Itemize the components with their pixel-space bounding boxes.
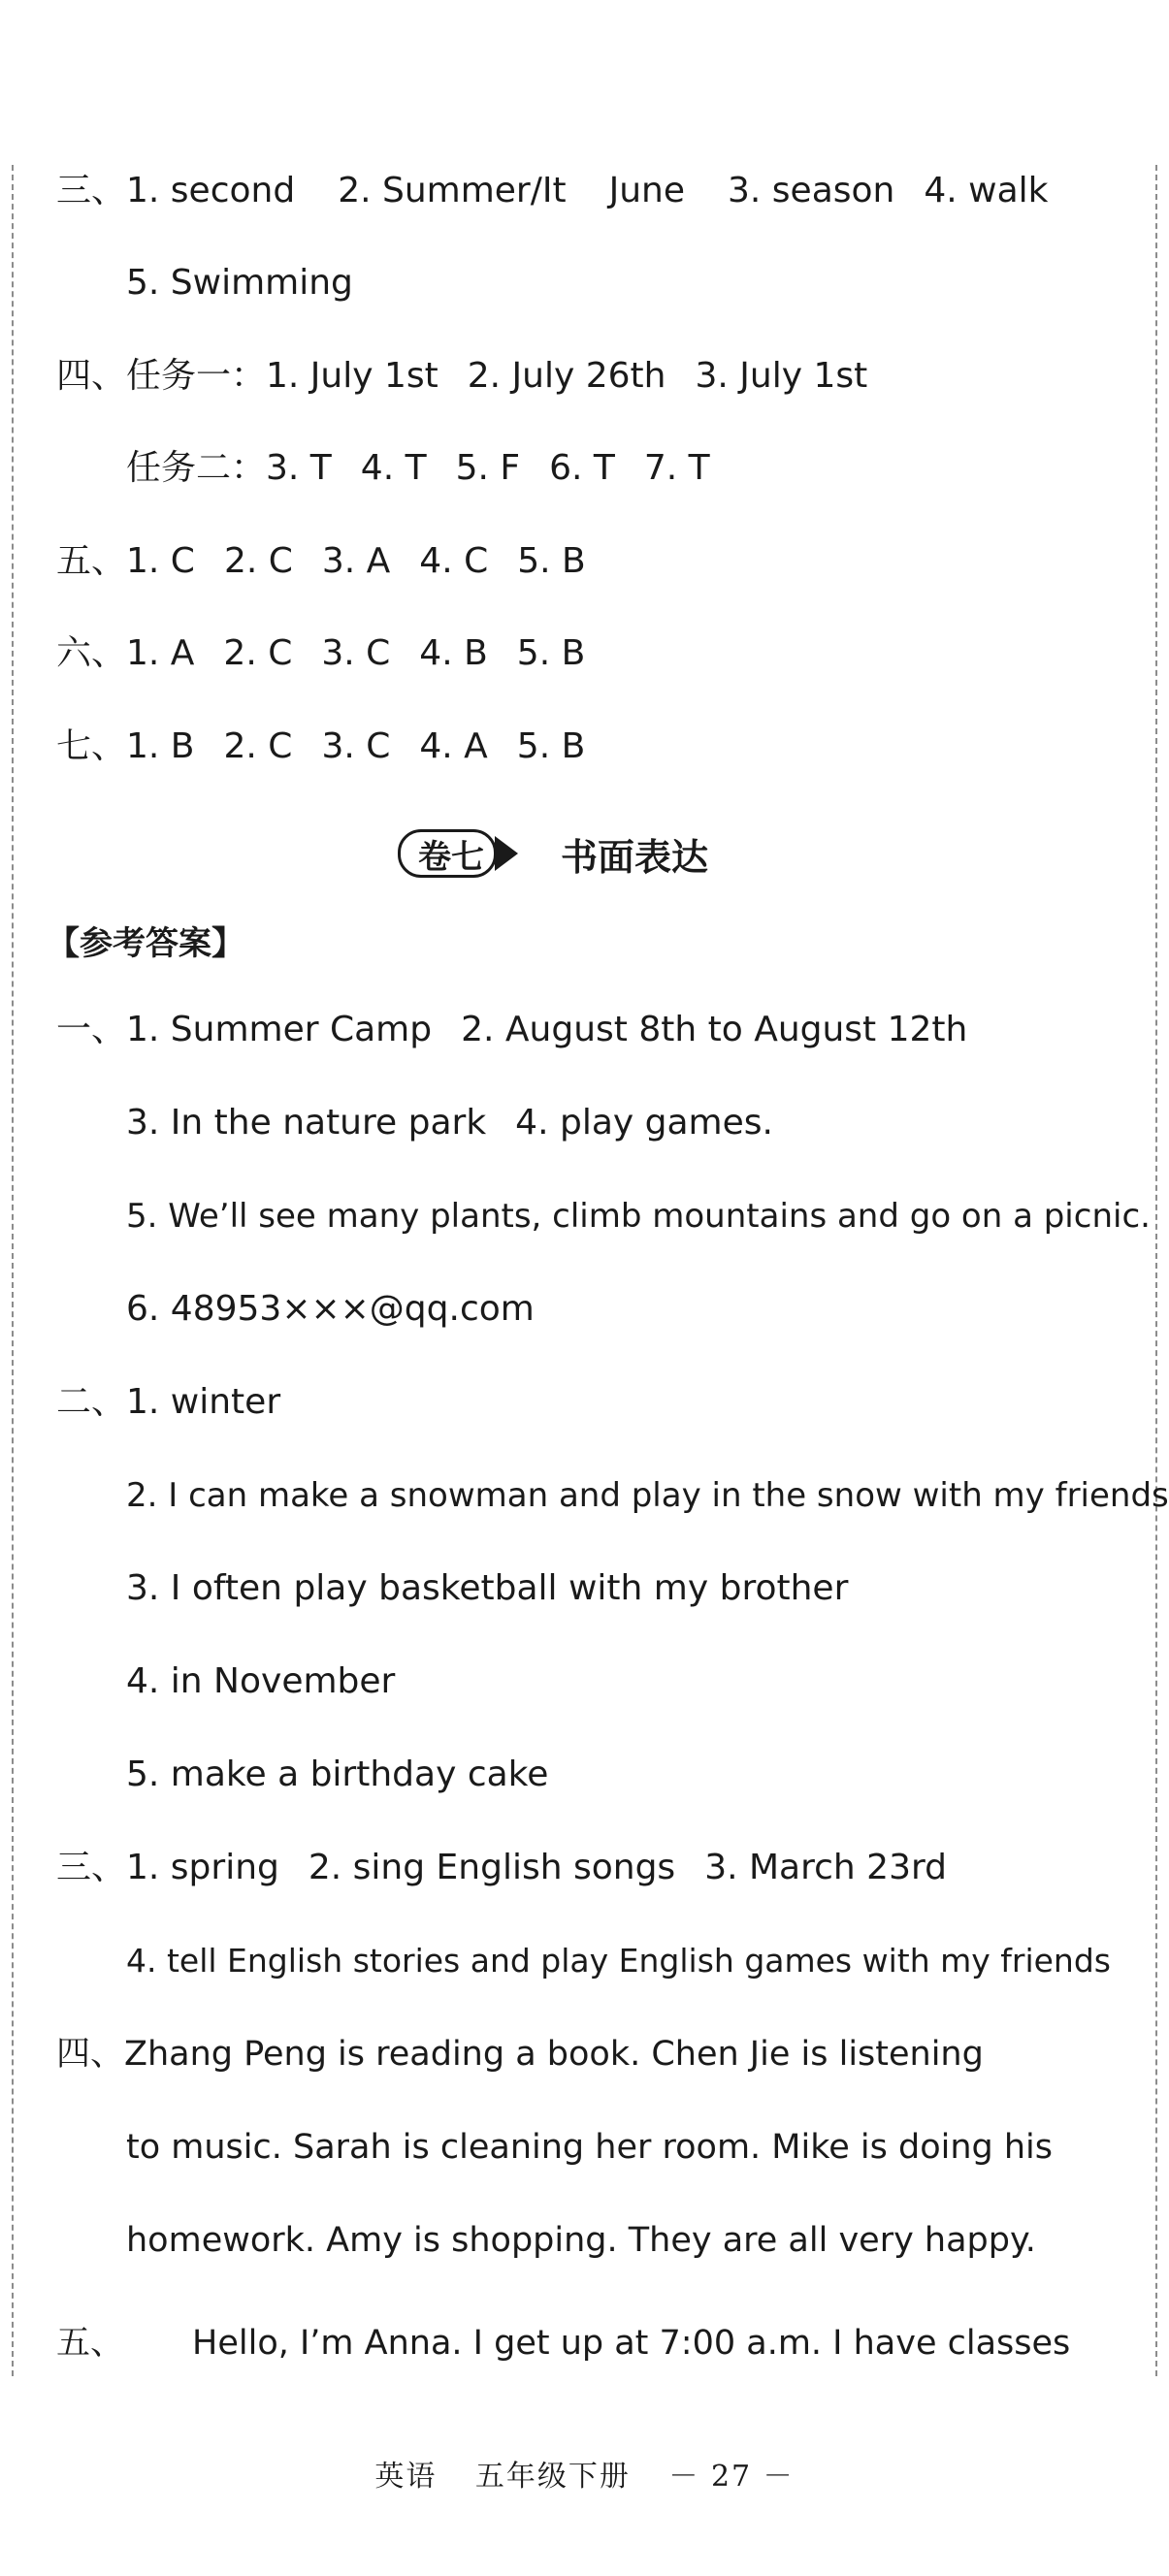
footer-grade: 五年级下册 xyxy=(474,2460,631,2494)
answer-item: 7. T xyxy=(643,448,710,488)
part1-line-2 xyxy=(126,1102,773,1144)
answer-item: 三、1. spring xyxy=(56,1848,279,1887)
arrow-right-icon xyxy=(495,836,518,871)
answer-item: 5. B xyxy=(516,633,586,673)
answer-item: June xyxy=(608,171,685,210)
answer-item: 2. August 8th to August 12th xyxy=(461,1010,968,1049)
part2-line-2 xyxy=(126,1474,1169,1517)
section-badge-label: 卷七 xyxy=(418,837,484,877)
answer-item: Hello, I’m Anna. I get up at 7:00 a.m. I have classes xyxy=(192,2324,1071,2363)
part2-line-4 xyxy=(126,1660,395,1703)
left-binding-margin xyxy=(12,165,14,2376)
answer-line-4a xyxy=(56,355,867,398)
answer-line-5 xyxy=(56,540,586,583)
right-binding-margin xyxy=(1155,165,1157,2376)
section-title xyxy=(398,826,708,881)
answer-item: 6. 48953×××@qq.com xyxy=(126,1289,535,1329)
answer-item: 4. T xyxy=(360,448,427,488)
answer-item: 5. make a birthday cake xyxy=(126,1755,549,1794)
section-badge xyxy=(398,829,497,878)
answer-item: 3. season xyxy=(728,171,895,210)
answer-line-4b xyxy=(126,447,710,490)
answer-item: 四、任务一：1. July 1st xyxy=(56,356,438,396)
answer-item: 3. In the nature park xyxy=(126,1103,487,1143)
answer-item: homework. Amy is shopping. They are all very happy. xyxy=(126,2221,1036,2260)
answer-label: 五、 xyxy=(56,2324,125,2363)
answer-item: 3. C xyxy=(321,633,391,673)
part2-line-1 xyxy=(56,1381,280,1424)
answer-item: 2. July 26th xyxy=(467,356,666,396)
answer-item: 3. A xyxy=(321,541,391,581)
answer-item: 3. I often play basketball with my brother xyxy=(126,1568,849,1608)
answer-item: 3. July 1st xyxy=(695,356,868,396)
answer-item: 三、1. second xyxy=(56,171,296,210)
answer-line-6 xyxy=(56,632,585,675)
answer-item: 2. sing English songs xyxy=(308,1848,676,1887)
part5-line-1 xyxy=(56,2322,1070,2365)
answer-item: 4. play games. xyxy=(515,1103,773,1143)
answer-line-3b xyxy=(126,262,353,305)
answer-item: 二、1. winter xyxy=(56,1382,281,1422)
answer-item: 六、1. A xyxy=(56,633,195,673)
answer-item: 4. tell English stories and play English games with my friends xyxy=(126,1942,1111,1980)
part1-line-4 xyxy=(126,1288,535,1331)
part4-line-3 xyxy=(126,2219,1036,2262)
answer-line-3a xyxy=(56,170,1049,212)
part3-line-1 xyxy=(56,1847,947,1889)
answer-item: 2. Summer/It xyxy=(338,171,567,210)
answer-item: 5. We’ll see many plants, climb mountains and go on a picnic. xyxy=(126,1197,1151,1236)
answer-item: 3. C xyxy=(321,726,391,766)
answer-item: 4. walk xyxy=(924,171,1049,210)
answer-item: 2. C xyxy=(223,726,293,766)
answer-item: to music. Sarah is cleaning her room. Mike is doing his xyxy=(126,2128,1053,2167)
section-name: 书面表达 xyxy=(561,834,709,879)
answer-item: 3. March 23rd xyxy=(704,1848,947,1887)
answer-item: 2. C xyxy=(223,541,293,581)
answer-item: 任务二：3. T xyxy=(126,448,332,488)
answer-item: 5. F xyxy=(455,448,521,488)
answer-item: 四、Zhang Peng is reading a book. Chen Jie is listening xyxy=(56,2035,984,2074)
page-number: － 27 － xyxy=(668,2460,795,2494)
answer-item: 五、1. C xyxy=(56,541,195,581)
answer-item: 5. Swimming xyxy=(126,263,353,303)
answer-item: 6. T xyxy=(549,448,615,488)
footer-subject: 英语 xyxy=(374,2460,438,2494)
answer-item: 2. C xyxy=(223,633,293,673)
answer-item: 5. B xyxy=(517,541,586,581)
answer-item: 4. C xyxy=(419,541,489,581)
answer-item: 5. B xyxy=(516,726,586,766)
part1-line-3 xyxy=(126,1195,1151,1238)
part3-line-2 xyxy=(126,1940,1111,1982)
answer-item: 4. in November xyxy=(126,1661,396,1701)
part1-line-1 xyxy=(56,1009,967,1051)
part4-line-1 xyxy=(56,2033,984,2076)
answer-item: 2. I can make a snowman and play in the snow with my friends xyxy=(126,1476,1169,1515)
part2-line-5 xyxy=(126,1754,548,1796)
part2-line-3 xyxy=(126,1567,848,1610)
answer-header: 【参考答案】 xyxy=(47,924,244,963)
page-footer xyxy=(0,2452,1169,2495)
answer-item: 七、1. B xyxy=(56,726,195,766)
answer-line-7 xyxy=(56,725,585,768)
part4-line-2 xyxy=(126,2126,1053,2169)
answer-item: 4. A xyxy=(419,726,488,766)
answer-item: 4. B xyxy=(419,633,488,673)
answer-item: 一、1. Summer Camp xyxy=(56,1010,433,1049)
